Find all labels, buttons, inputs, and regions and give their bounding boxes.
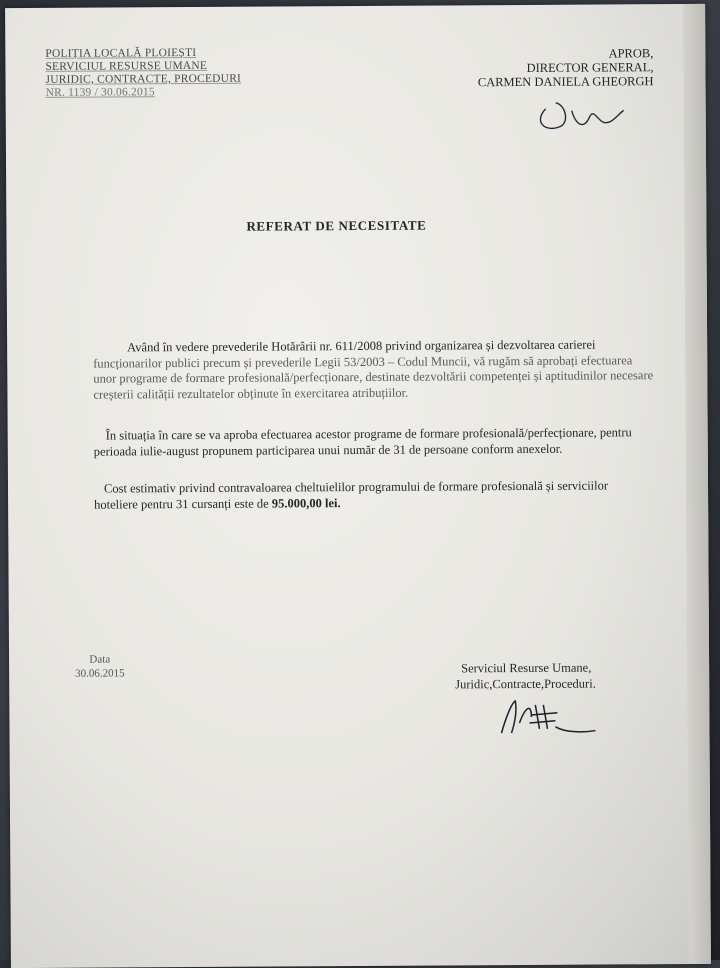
paragraph1-line: creșterii calității rezultatelor obținute în exercitarea atribuțiilor. (93, 385, 409, 402)
cost-amount: 95.000,00 lei. (271, 495, 341, 511)
issuer-line-1: POLIȚIA LOCALĂ PLOIEȘTI (45, 46, 197, 60)
paragraph-cost (94, 478, 696, 513)
registration-number: NR. 1139 / 30.06.2015 (45, 86, 155, 99)
issuer-line-2: SERVICIUL RESURSE UMANE (45, 59, 208, 73)
paragraph2-line: perioada iulie-august propunem participarea unui număr de 31 de persoane conform anexelor. (93, 441, 563, 459)
date-block (75, 652, 125, 680)
director-signature (526, 90, 636, 141)
paragraph2-line: În situația în care se va aproba efectuarea acestor programe de formare profesională/perfecționare, pentru (105, 425, 632, 443)
approver-position: DIRECTOR GENERAL, (526, 60, 654, 75)
paragraph3-line: hoteliere pentru 31 cursanți este de (94, 496, 269, 512)
approver-name: CARMEN DANIELA GHEORGH (477, 74, 654, 90)
paragraph1-line: funcționarilor publici precum și prevederile Legii 53/2003 – Codul Muncii, vă rugăm să aprobați efectuarea (93, 352, 633, 371)
paragraph-legal-basis (93, 337, 687, 402)
paragraph1-line: unor programe de formare profesională/perfecționare, destinate dezvoltării competenței și aptitudinilor necesare (93, 368, 654, 386)
issuer-line-3: JURIDIC, CONTRACTE, PROCEDURI (45, 72, 242, 86)
date-value: 30.06.2015 (75, 667, 125, 680)
approval-block (478, 46, 654, 89)
department-block (455, 660, 596, 693)
department-signature (495, 692, 605, 741)
document-title: REFERAT DE NECESITATE (246, 217, 427, 234)
paragraph3-line: Cost estimativ privind contravaloarea cheltuielilor programului de formare profesională și serviciilor (103, 478, 609, 496)
issuer-header (45, 47, 241, 100)
department-line-1: Serviciul Resurse Umane, (461, 660, 592, 676)
paragraph1-line: Având în vedere prevederile Hotărârii nr. 611/2008 privind organizarea și dezvoltarea carierei (127, 337, 596, 355)
date-label: Data (89, 653, 111, 666)
paragraph-participants (93, 425, 696, 460)
approval-label: APROB, (608, 46, 654, 61)
document-page (5, 4, 711, 968)
department-line-2: Juridic,Contracte,Proceduri. (455, 676, 596, 692)
